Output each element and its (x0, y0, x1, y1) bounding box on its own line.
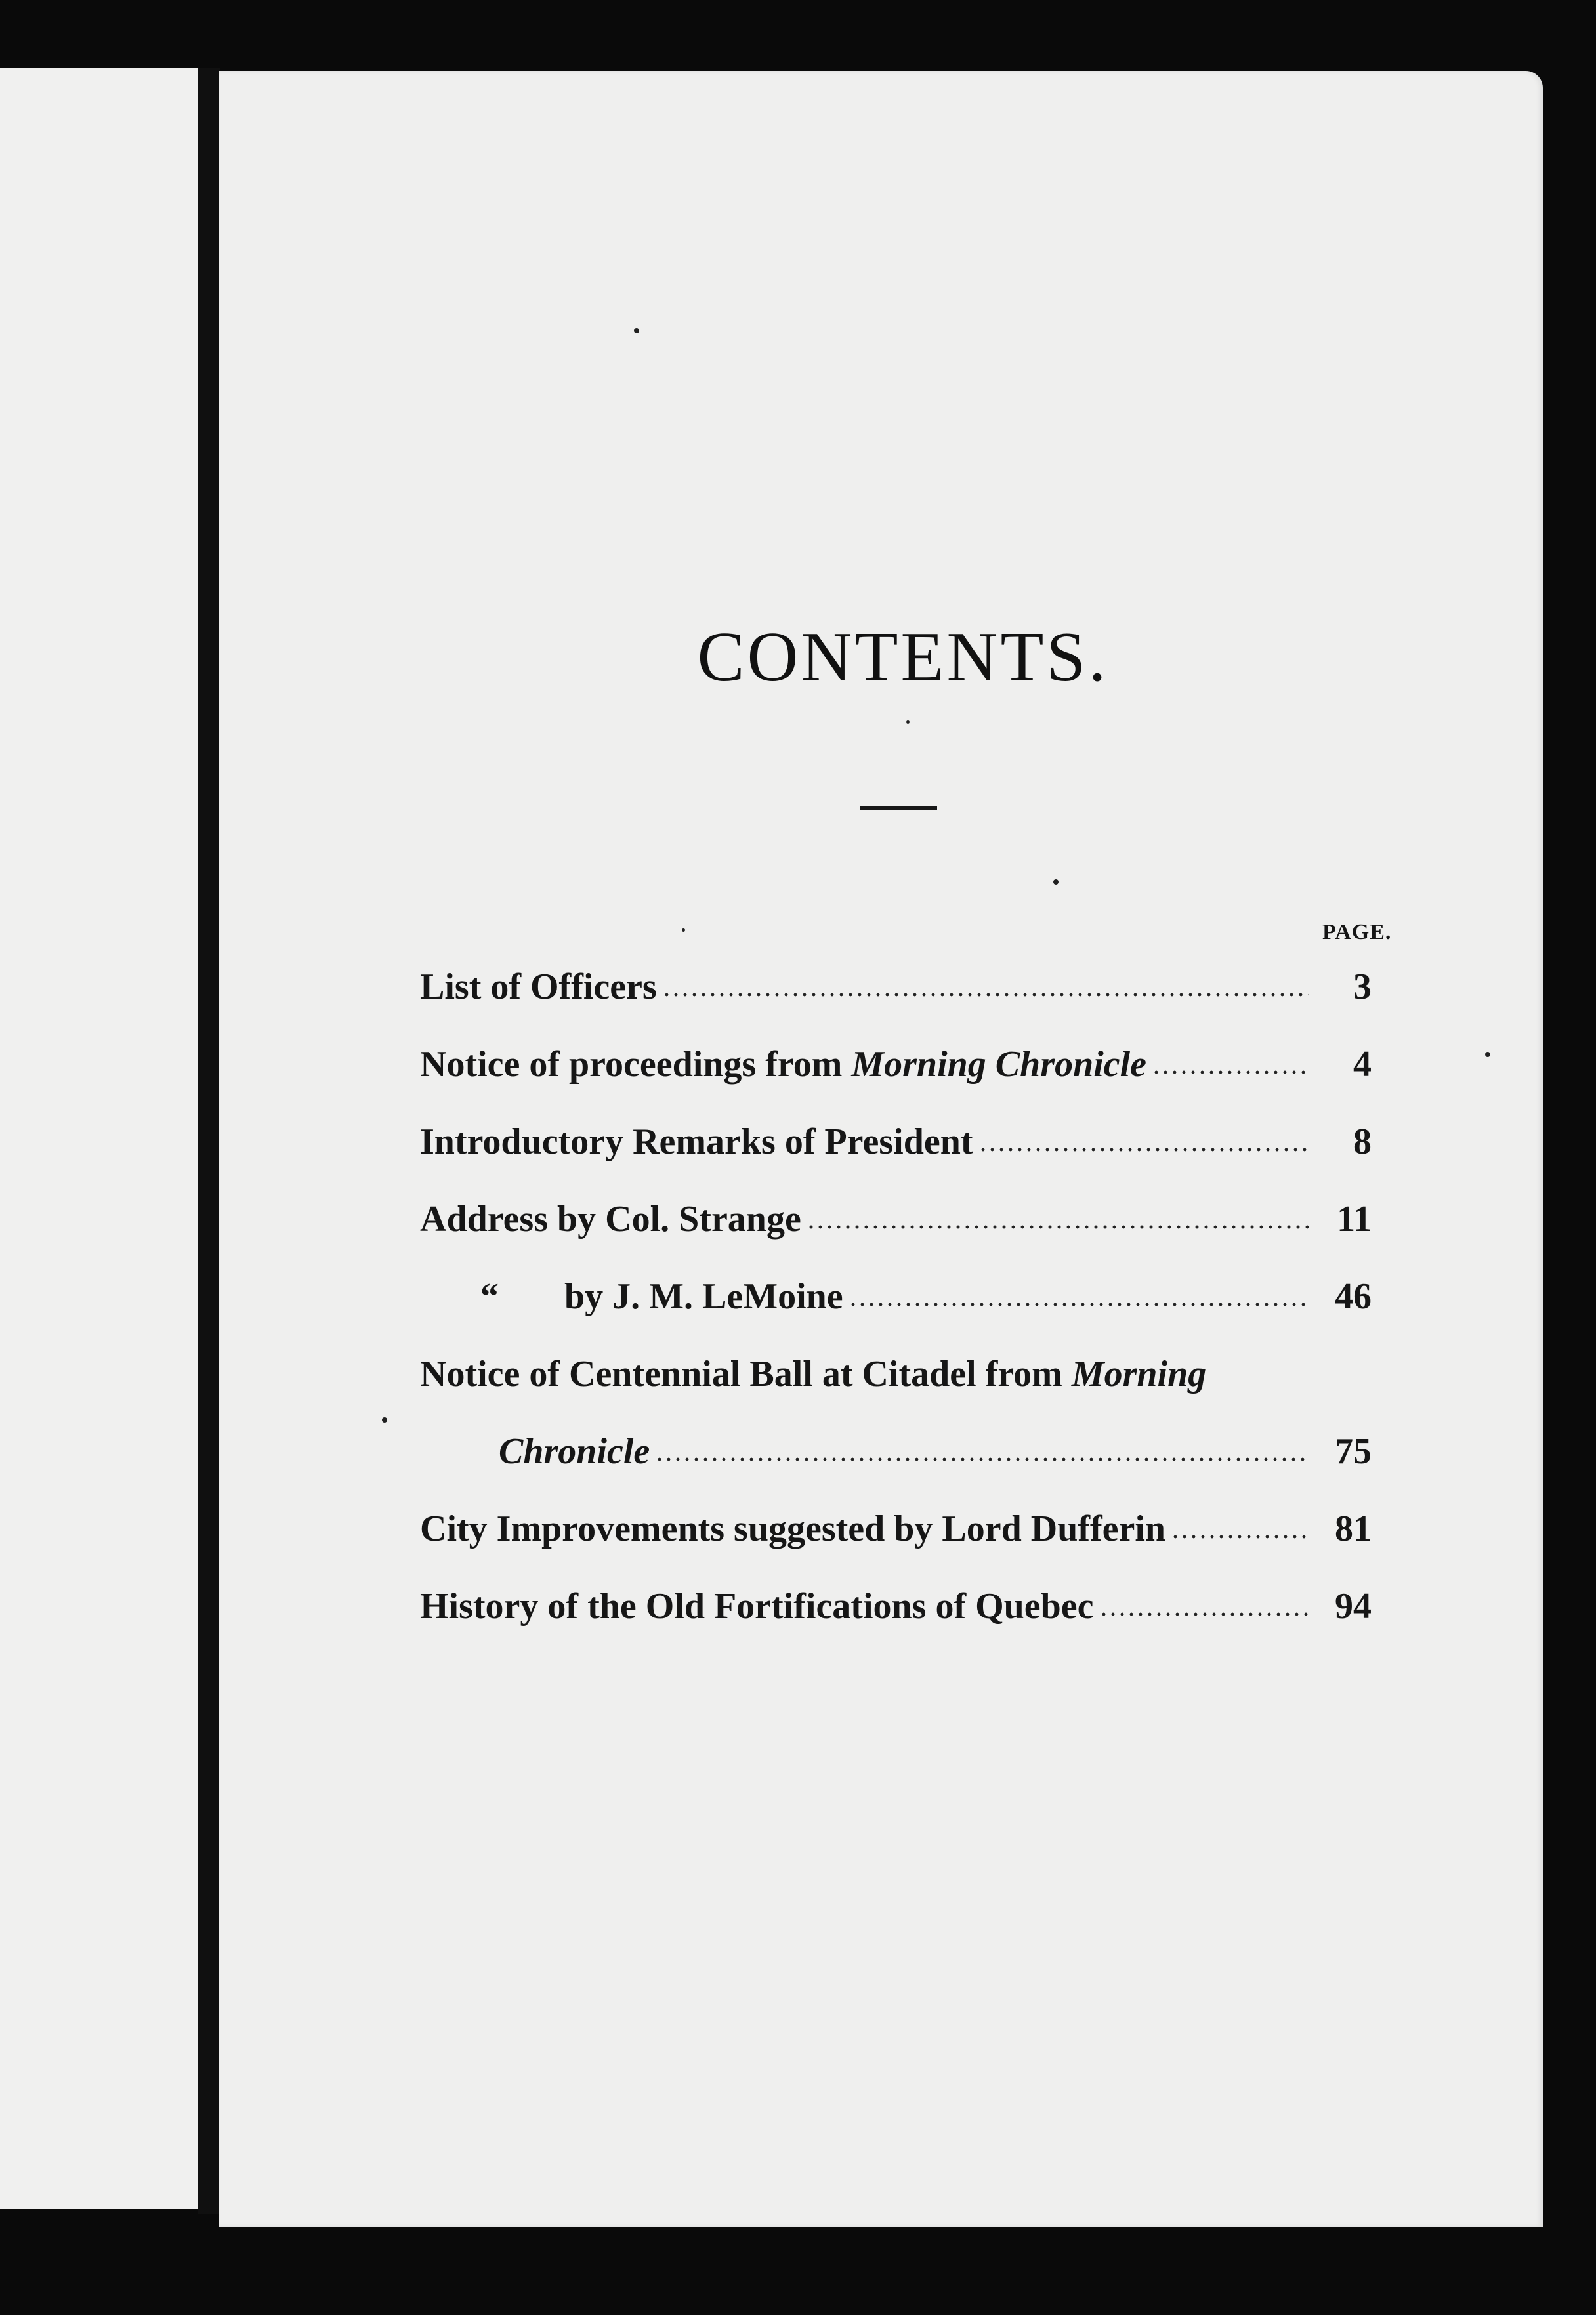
toc-page-number: 4 (1353, 1044, 1372, 1085)
toc-page-number: 94 (1335, 1586, 1372, 1627)
dot-leader (807, 1225, 1309, 1229)
toc-entry-list-of-officers (420, 950, 1372, 1005)
toc-page-number: 75 (1335, 1431, 1372, 1472)
toc-entry-roman-text: Notice of Centennial Ball at Citadel from (420, 1354, 1072, 1394)
contents-title: CONTENTS. (697, 618, 1109, 696)
toc-entry-notice-of-proceedings (420, 1028, 1372, 1083)
toc-page-number: 11 (1337, 1199, 1372, 1240)
toc-entry-title: City Improvements suggested by Lord Dufferin (420, 1509, 1166, 1549)
dot-leader (1099, 1612, 1309, 1616)
toc-entry-title (420, 1356, 1206, 1392)
toc-entry-title: List of Officers (420, 967, 657, 1007)
toc-entry-centennial-ball-line-two (420, 1415, 1372, 1470)
paper-speck (634, 328, 639, 333)
toc-entry-centennial-ball-line-one (420, 1337, 1372, 1392)
toc-entry-title: Introductory Remarks of President (420, 1121, 973, 1162)
toc-entry-address-lemoine (420, 1260, 1372, 1315)
toc-entry-continuation: Chronicle (499, 1431, 650, 1472)
toc-entry-introductory-remarks (420, 1105, 1372, 1160)
toc-page-number: 8 (1353, 1121, 1372, 1162)
ditto-mark: “ (480, 1276, 499, 1317)
toc-entry-title (420, 1278, 843, 1315)
dot-leader (662, 993, 1309, 997)
toc-entry-old-fortifications (420, 1570, 1372, 1625)
paper-speck (1053, 879, 1059, 885)
toc-entry-title (420, 1046, 1146, 1083)
paper-speck (382, 1417, 387, 1423)
toc-entry-roman-text: Notice of proceedings from (420, 1044, 852, 1085)
toc-page-number: 46 (1335, 1276, 1372, 1317)
toc-entry-city-improvements (420, 1492, 1372, 1547)
toc-entry-title: Address by Col. Strange (420, 1199, 801, 1240)
dot-leader (1152, 1070, 1309, 1074)
toc-page-number: 81 (1335, 1509, 1372, 1549)
paper-speck (1485, 1052, 1490, 1057)
toc-entry-italic-text: Morning (1071, 1354, 1207, 1394)
left-page-edge (0, 68, 205, 2209)
dot-leader (655, 1457, 1309, 1461)
toc-page-number: 3 (1353, 967, 1372, 1007)
dot-leader (978, 1148, 1309, 1152)
toc-entry-address-col-strange (420, 1182, 1372, 1238)
title-rule (860, 806, 937, 810)
paper-speck (682, 928, 685, 932)
paper-speck (906, 720, 910, 724)
toc-entry-italic-text: Morning Chronicle (851, 1044, 1147, 1085)
dot-leader (849, 1303, 1309, 1306)
page-column-heading: PAGE. (1322, 920, 1392, 944)
toc-entry-title: History of the Old Fortifications of Quebec (420, 1586, 1094, 1627)
dot-leader (1171, 1535, 1309, 1539)
book-spine-shadow (198, 68, 220, 2214)
toc-entry-text: by J. M. LeMoine (564, 1276, 843, 1317)
